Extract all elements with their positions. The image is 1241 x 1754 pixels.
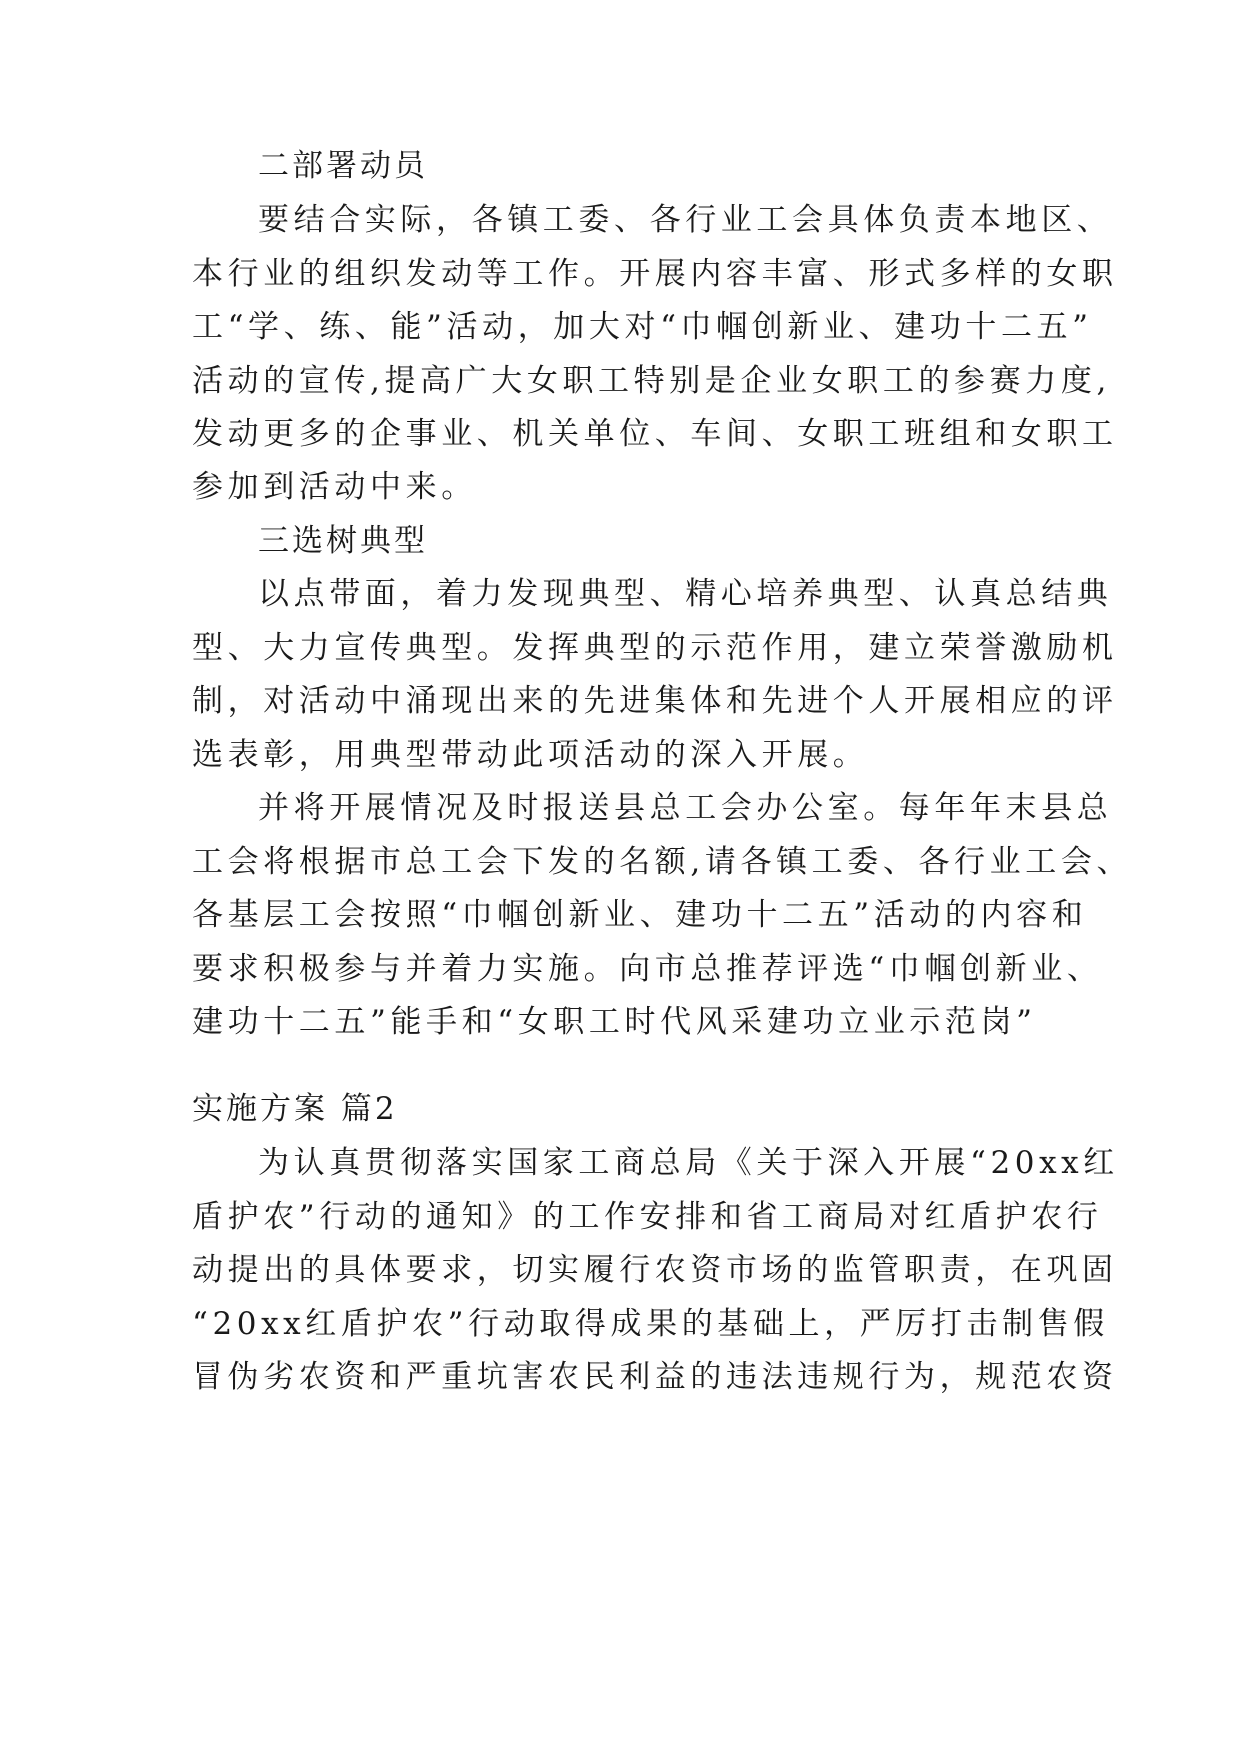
paragraph-line: 活动的宣传,提高广大女职工特别是企业女职工的参赛力度, — [192, 363, 1111, 399]
paragraph-line: 盾护农”行动的通知》的工作安排和省工商局对红盾护农行 — [192, 1199, 1103, 1235]
paragraph-line: 以点带面，着力发现典型、精心培养典型、认真总结典 — [258, 576, 1113, 612]
paragraph-line: 本行业的组织发动等工作。开展内容丰富、形式多样的女职 — [192, 256, 1118, 292]
paragraph-line: 型、大力宣传典型。发挥典型的示范作用，建立荣誉激励机 — [192, 630, 1118, 666]
section-title: 实施方案 篇2 — [192, 1091, 398, 1127]
paragraph-line: 动提出的具体要求，切实履行农资市场的监管职责，在巩固 — [192, 1252, 1118, 1288]
paragraph-line: 冒伪劣农资和严重坑害农民利益的违法违规行为，规范农资 — [192, 1359, 1118, 1395]
paragraph-line: 工“学、练、能”活动，加大对“巾帼创新业、建功十二五” — [192, 309, 1093, 345]
section-heading-deploy: 二部署动员 — [258, 148, 428, 184]
paragraph-line: 制，对活动中涌现出来的先进集体和先进个人开展相应的评 — [192, 683, 1118, 719]
paragraph-line: 要结合实际，各镇工委、各行业工会具体负责本地区、 — [258, 202, 1113, 238]
paragraph-line: 建功十二五”能手和“女职工时代风采建功立业示范岗” — [192, 1004, 1037, 1040]
section-heading-model: 三选树典型 — [258, 523, 428, 559]
paragraph-line: “20xx红盾护农”行动取得成果的基础上，严厉打击制售假 — [192, 1306, 1109, 1342]
paragraph-line: 要求积极参与并着力实施。向市总推荐评选“巾帼创新业、 — [192, 951, 1103, 987]
paragraph-line: 为认真贯彻落实国家工商总局《关于深入开展“20xx红 — [258, 1145, 1119, 1181]
paragraph-line: 选表彰，用典型带动此项活动的深入开展。 — [192, 737, 869, 773]
paragraph-line: 工会将根据市总工会下发的名额,请各镇工委、各行业工会、 — [192, 844, 1133, 880]
paragraph-line: 参加到活动中来。 — [192, 469, 477, 505]
paragraph-line: 各基层工会按照“巾帼创新业、建功十二五”活动的内容和 — [192, 897, 1088, 933]
paragraph-line: 发动更多的企事业、机关单位、车间、女职工班组和女职工 — [192, 416, 1118, 452]
paragraph-line: 并将开展情况及时报送县总工会办公室。每年年末县总 — [258, 790, 1113, 826]
